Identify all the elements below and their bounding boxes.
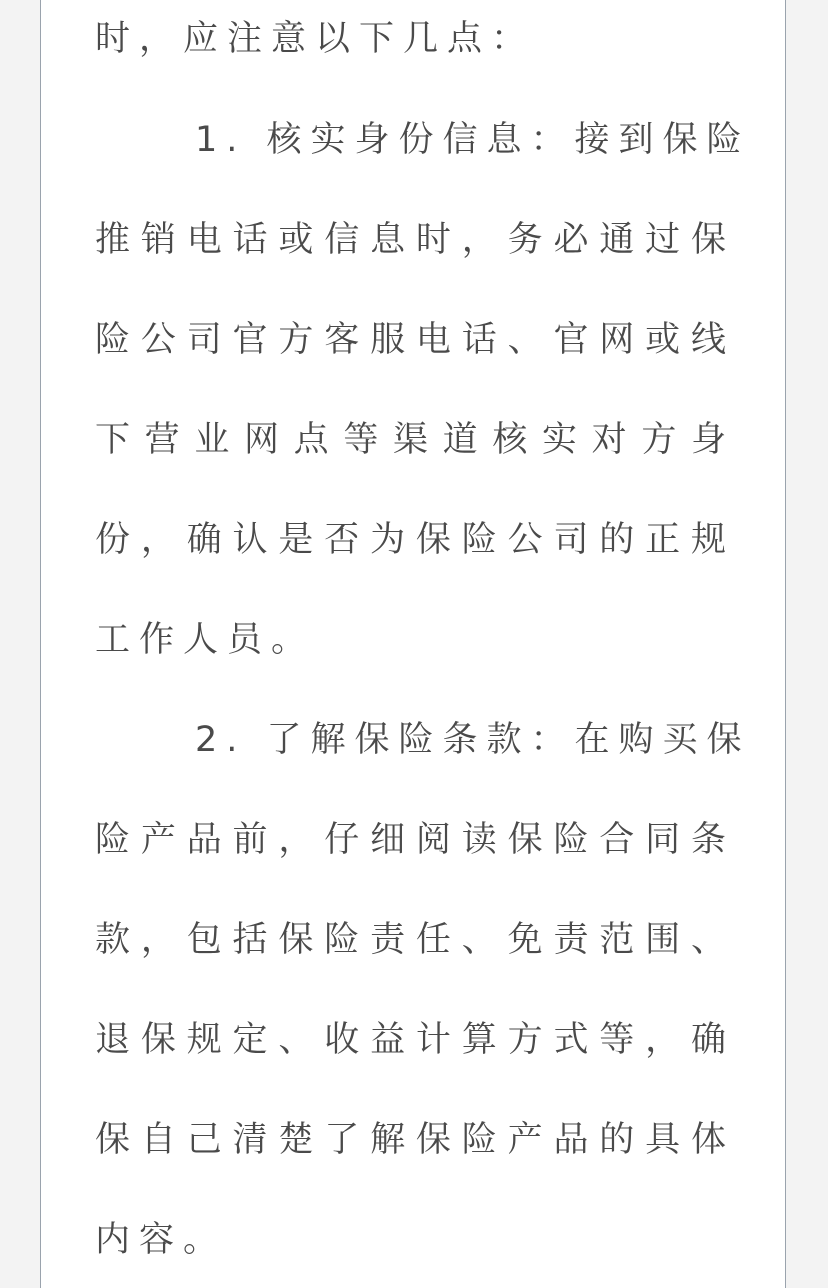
text-line: 下营业网点等渠道核实对方身: [95, 420, 735, 460]
text-line: 退保规定、收益计算方式等，确: [95, 1020, 735, 1060]
text-line: 险产品前，仔细阅读保险合同条: [95, 820, 735, 860]
text-line: 份，确认是否为保险公司的正规: [95, 520, 735, 560]
text-line: 工作人员。: [95, 620, 316, 660]
text-line: 保自己清楚了解保险产品的具体: [95, 1120, 735, 1160]
text-line: 时，应注意以下几点：: [95, 19, 536, 59]
text-line: 款，包括保险责任、免责范围、: [95, 920, 735, 960]
text-line: 险公司官方客服电话、官网或线: [95, 320, 735, 360]
text-line: 推销电话或信息时，务必通过保: [95, 220, 735, 260]
text-line: 内容。: [95, 1220, 228, 1260]
text-line-point-1: 1. 核实身份信息：接到保险: [195, 120, 751, 160]
text-line-point-2: 2. 了解保险条款：在购买保: [195, 720, 751, 760]
article-frame: [40, 0, 786, 1288]
